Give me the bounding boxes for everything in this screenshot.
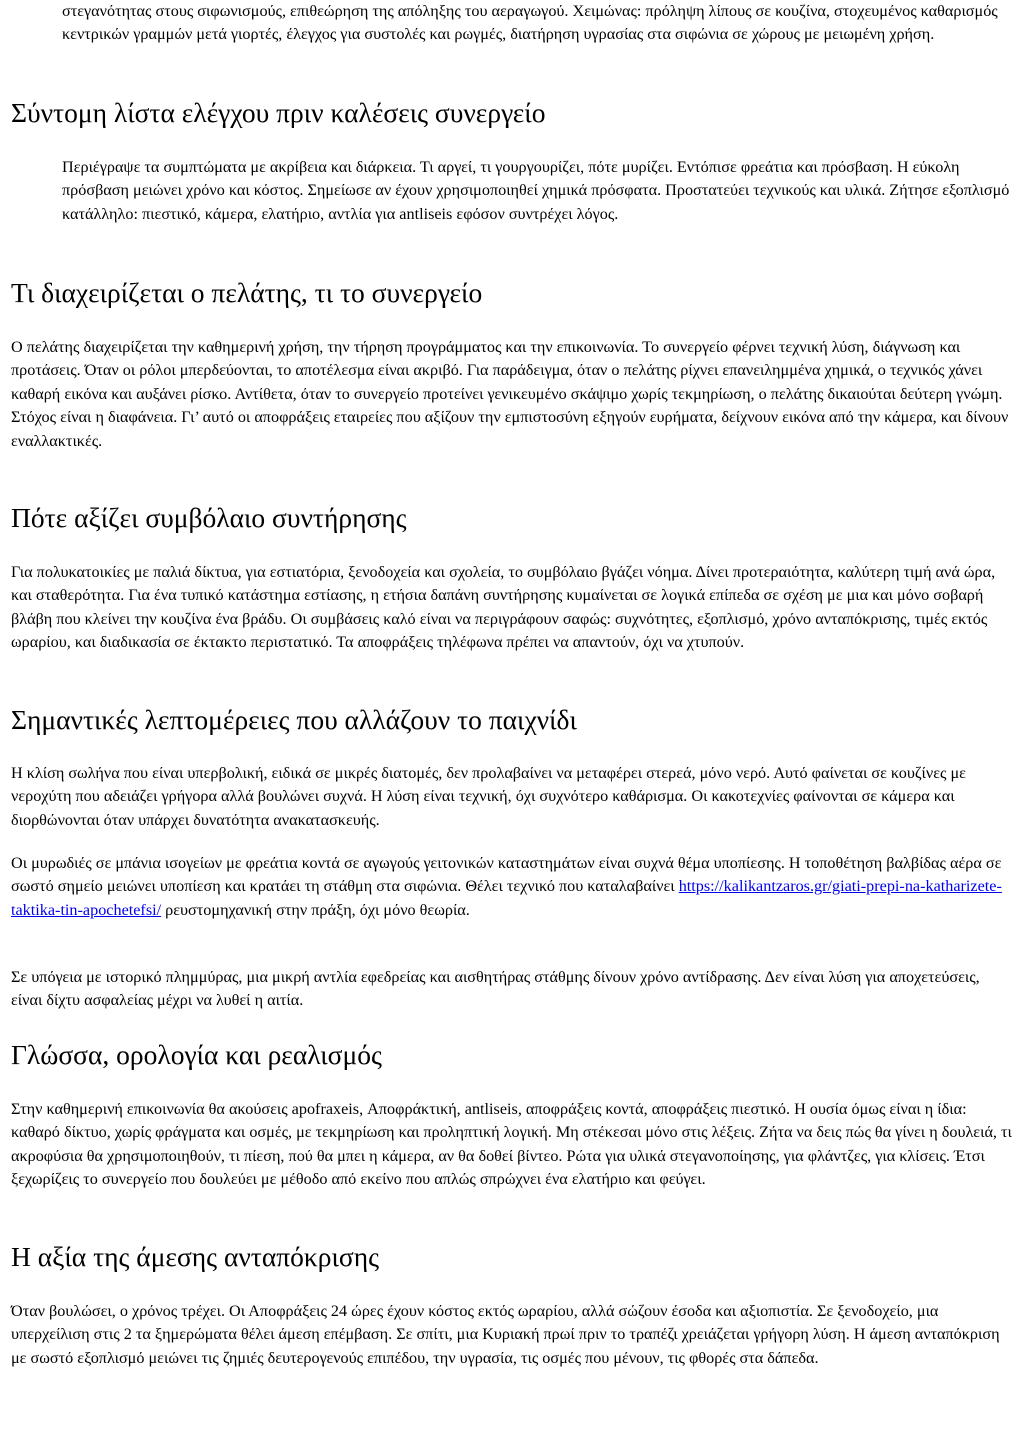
heading-checklist: Σύντομη λίστα ελέγχου πριν καλέσεις συνεργείο bbox=[11, 97, 546, 128]
article-link[interactable]: https://kalikantzaros.gr/giati-prepi-na-katharizete-taktika-tin-apochetefsi/ bbox=[11, 877, 1002, 919]
heading-client-vs-crew: Τι διαχειρίζεται ο πελάτης, τι το συνεργείο bbox=[11, 277, 483, 308]
paragraph-maintenance-contract: Για πολυκατοικίες με παλιά δίκτυα, για εστιατόρια, ξενοδοχεία και σχολεία, το συμβόλαιο βγάζει νόημα. Δίνει προτεραιότητα, καλύτερη τιμή ανά ώρα, και σταθερότητα. Για ένα τυπικό κατάστημα εστίασης, η ετήσια δαπάνη συντήρησης κυμαίνεται σε λογικά επίπεδα σε σχέση με μια και μόνο σοβαρή βλάβη που κλείνει την κουζίνα ένα βράδυ. Οι συμβάσεις καλό είναι να περιγράφουν σαφώς: συχνότητες, εξοπλισμό, χρόνο ανταπόκρισης, τιμές εκτός ωραρίου, και διαδικασία σε έκτακτο περιστατικό. Τα αποφράξεις τηλέφωνα πρέπει να απαντούν, όχι να χτυπούν. bbox=[11, 563, 996, 652]
paragraph-odors-text-after: ρευστομηχανική στην πράξη, όχι μόνο θεωρία. bbox=[161, 900, 470, 919]
heading-immediate-response: Η αξία της άμεσης ανταπόκρισης bbox=[11, 1241, 379, 1272]
heading-important-details: Σημαντικές λεπτομέρειες που αλλάζουν το παιχνίδι bbox=[11, 704, 577, 735]
paragraph-immediate-response: Όταν βουλώσει, ο χρόνος τρέχει. Οι Αποφράξεις 24 ώρες έχουν κόστος εκτός ωραρίου, αλλά σώζουν έσοδα και αξιοπιστία. Σε ξενοδοχείο, μια υπερχείλιση στις 2 τα ξημερώματα θέλει άμεση επέμβαση. Σε σπίτι, μια Κυριακή πρωί πριν το τραπέζι χρειάζεται γρήγορη λύση. Η άμεση ανταπόκριση με σωστό εξοπλισμό μειώνει τις ζημιές δευτερογενούς επιπέδου, την υγρασία, τις οσμές που μένουν, τις φθορές στα δάπεδα. bbox=[11, 1302, 1000, 1367]
paragraph-seasonal-maintenance: στεγανότητας στους σιφωνισμούς, επιθεώρηση της απόληξης του αεραγωγού. Χειμώνας: πρόληψη λίπους σε κουζίνα, στοχευμένος καθαρισμός κεντρικών γραμμών μετά γιορτές, έλεγχος για συστολές και ρωγμές, διατήρηση υγρασίας στα σιφώνια σε χώρους με μειωμένη χρήση. bbox=[62, 2, 998, 44]
heading-language-terminology: Γλώσσα, ορολογία και ρεαλισμός bbox=[11, 1039, 382, 1070]
heading-maintenance-contract: Πότε αξίζει συμβόλαιο συντήρησης bbox=[11, 502, 407, 533]
paragraph-client-vs-crew: Ο πελάτης διαχειρίζεται την καθημερινή χρήση, την τήρηση προγράμματος και την επικοινωνία. Το συνεργείο φέρνει τεχνική λύση, διάγνωση και προτάσεις. Όταν οι ρόλοι μπερδεύονται, το αποτέλεσμα είναι ακριβό. Για παράδειγμα, όταν ο πελάτης ρίχνει επανειλημμένα χημικά, ο τεχνικός χάνει καθαρή εικόνα και αυξάνει ρίσκο. Αντίθετα, όταν το συνεργείο προτείνει γενικευμένο σκάψιμο χωρίς τεκμηρίωση, ο πελάτης δικαιούται δεύτερη γνώμη. Στόχος είναι η διαφάνεια. Γι’ αυτό οι αποφράξεις εταιρείες που αξίζουν την εμπιστοσύνη εξηγούν ευρήματα, δείχνουν εικόνα από την κάμερα, και δίνουν εναλλακτικές. bbox=[11, 338, 1009, 450]
paragraph-odors bbox=[11, 852, 1015, 922]
paragraph-checklist: Περιέγραψε τα συμπτώματα με ακρίβεια και διάρκεια. Τι αργεί, τι γουργουρίζει, πότε μυρίζει. Εντόπισε φρεάτια και πρόσβαση. Η εύκολη πρόσβαση μειώνει χρόνο και κόστος. Σημείωσε αν έχουν χρησιμοποιηθεί χημικά πρόσφατα. Προστατεύει τεχνικούς και υλικά. Ζήτησε εξοπλισμό κατάλληλο: πιεστικό, κάμερα, ελατήριο, αντλία για antliseis εφόσον συντρέχει λόγος. bbox=[62, 158, 1010, 223]
paragraph-odors-text-before: Οι μυρωδιές σε μπάνια ισογείων με φρεάτια κοντά σε αγωγούς γειτονικών καταστημάτων είναι συχνά θέμα υποπίεσης. Η τοποθέτηση βαλβίδας αέρα σε σωστό σημείο μειώνει υποπίεση και κρατάει τη στάθμη στα σιφώνια. Θέλει τεχνικό που καταλαβαίνει bbox=[11, 854, 1002, 896]
paragraph-pipe-slope: Η κλίση σωλήνα που είναι υπερβολική, ειδικά σε μικρές διατομές, δεν προλαβαίνει να μεταφέρει στερεά, μόνο νερό. Αυτό φαίνεται σε κουζίνες με νεροχύτη που αδειάζει γρήγορα αλλά βουλώνει συχνά. Η λύση είναι τεχνική, όχι συχνότερο καθάρισμα. Οι κακοτεχνίες φαίνονται σε κάμερα και διορθώνονται όταν υπάρχει δυνατότητα ανακατασκευής. bbox=[11, 764, 966, 829]
paragraph-basement-pump: Σε υπόγεια με ιστορικό πλημμύρας, μια μικρή αντλία εφεδρείας και αισθητήρας στάθμης δίνουν χρόνο αντίδρασης. Δεν είναι λύση για αποχετεύσεις, είναι δίχτυ ασφαλείας μέχρι να λυθεί η αιτία. bbox=[11, 968, 980, 1010]
paragraph-language-terminology: Στην καθημερινή επικοινωνία θα ακούσεις apofraxeis, Αποφράκτική, antliseis, αποφράξεις κοντά, αποφράξεις πιεστικό. Η ουσία όμως είναι η ίδια: καθαρό δίκτυο, χωρίς φράγματα και οσμές, με τεκμηρίωση και προληπτική λογική. Μη στέκεσαι μόνο στις λέξεις. Ζήτα να δεις πώς θα γίνει η δουλειά, τι ακροφύσια θα χρησιμοποιηθούν, τι πίεση, πού θα μπει η κάμερα, αν θα δοθεί βίντεο. Ρώτα για υλικά στεγανοποίησης, για φλάντζες, για κλίσεις. Έτσι ξεχωρίζεις το συνεργείο που δουλεύει με μέθοδο από εκείνο που απλώς σπρώχνει ένα ελατήριο και φεύγει. bbox=[11, 1100, 1012, 1189]
